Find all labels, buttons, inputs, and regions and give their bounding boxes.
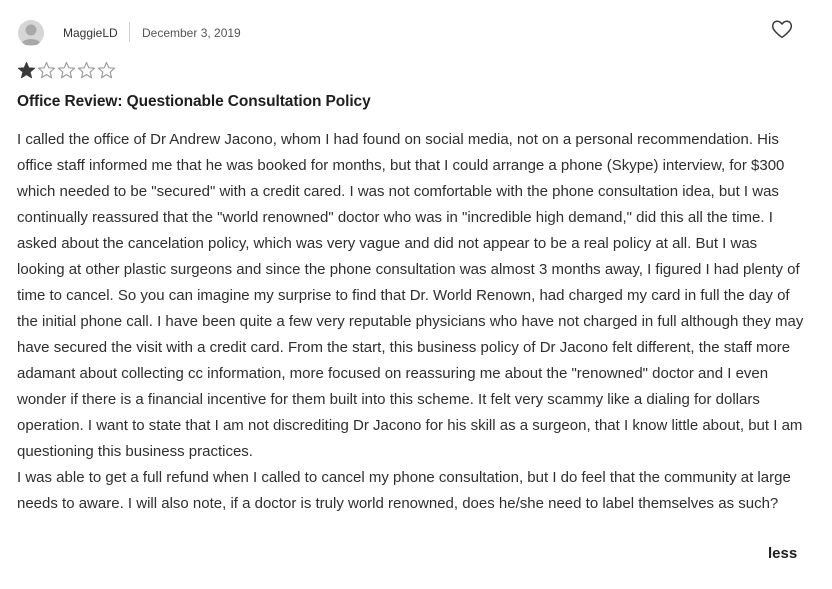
star-outline-icon <box>77 61 96 80</box>
star-outline-icon <box>97 61 116 80</box>
heart-icon[interactable] <box>771 19 793 39</box>
review-title: Office Review: Questionable Consultation Policy <box>17 93 371 110</box>
avatar[interactable] <box>18 20 44 46</box>
review-header <box>18 19 818 47</box>
star-filled-icon <box>17 61 36 80</box>
star-outline-icon <box>37 61 56 80</box>
header-divider <box>129 22 130 42</box>
author-name[interactable]: MaggieLD <box>63 26 118 40</box>
review-paragraph: I was able to get a full refund when I called to cancel my phone consultation, but I do feel that the community at large needs to aware. I will also note, if a doctor is truly world renowned, does he/she need to label themselves as such? <box>17 469 791 512</box>
less-link[interactable]: less <box>768 545 798 562</box>
review-body <box>17 127 807 517</box>
star-rating <box>17 61 116 81</box>
star-outline-icon <box>57 61 76 80</box>
review-paragraph: I called the office of Dr Andrew Jacono, whom I had found on social media, not on a personal recommendation. His office staff informed me that he was booked for months, but that I could arrange a phone (Skype) interview, for $300 which needed to be "secured" with a credit cared. I was not comfortable with the phone consultation idea, but I was continually reassured that the "world renowned" doctor who was in "incredible high demand," did this all the time. I asked about the cancelation policy, which was very vague and did not appear to be a real policy at all. But I was looking at other plastic surgeons and since the phone consultation was almost 3 months away, I figured I had plenty of time to cancel. So you can imagine my surprise to find that Dr. World Renown, had charged my card in full the day of the initial phone call. I have been quite a few very reputable physicians who have not charged in full although they may have secured the visit with a credit card. From the start, this business policy of Dr Jacono felt different, the staff more adamant about collecting cc information, more focused on reassuring me about the "renowned" doctor and I even wonder if there is a financial incentive for them built into this scheme. It felt very scammy like a dialing for dollars operation. I want to state that I am not discrediting Dr Jacono for his skill as a surgeon, that I know little about, but I am questioning this business practices. <box>17 131 804 460</box>
review-date: December 3, 2019 <box>142 26 241 40</box>
